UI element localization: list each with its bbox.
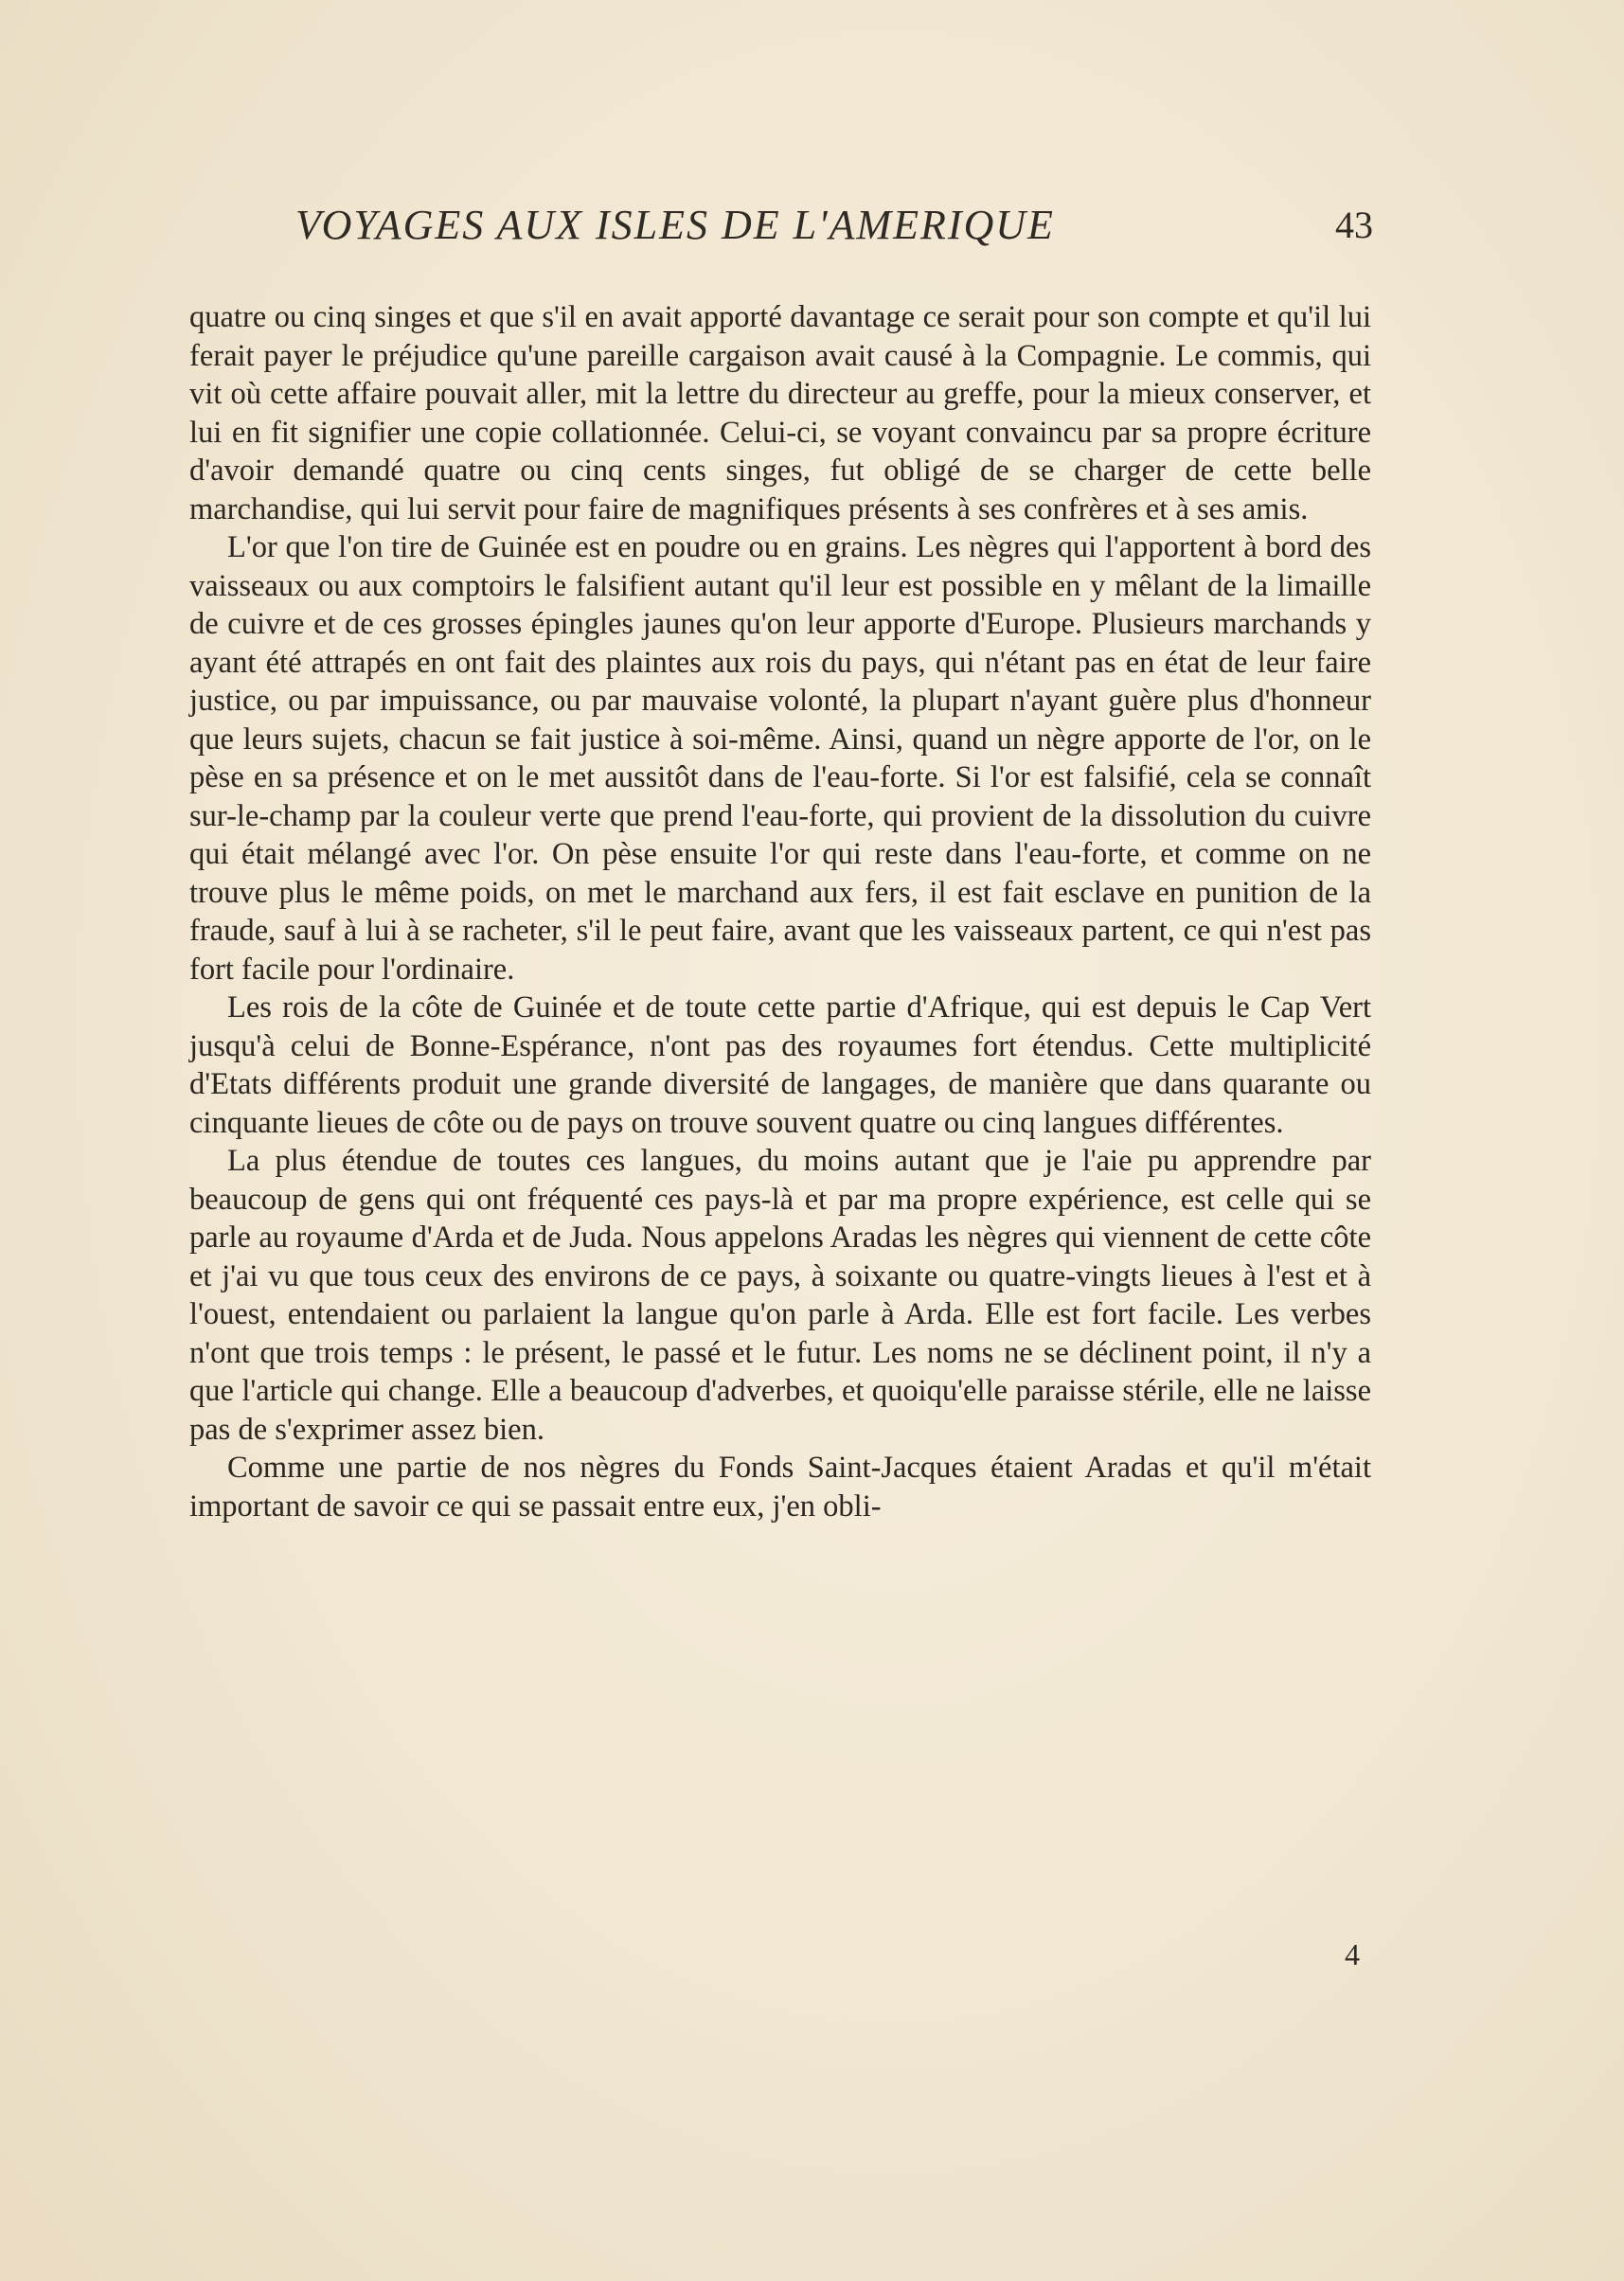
signature-mark: 4 <box>1345 1937 1360 1971</box>
paragraph-4: La plus étendue de toutes ces langues, du moins autant que je l'aie pu apprendre par beaucoup de gens qui ont fréquenté ces pays-là et par ma propre expérience, est celle qui se parle au royaume d'Arda et de Juda. Nous appelons Aradas les nègres qui viennent de cette côte et j'ai vu que tous ceux des environs de ce pays, à soixante ou quatre-vingts lieues à l'est et à l'ouest, entendaient ou parlaient la langue qu'on parle à Arda. Elle est fort facile. Les verbes n'ont que trois temps : le présent, le passé et le futur. Les noms ne se déclinent point, il n'y a que l'article qui change. Elle a beaucoup d'adverbes, et quoiqu'elle paraisse stérile, elle ne laisse pas de s'exprimer assez bien. <box>189 1144 1371 1447</box>
paragraph-1: quatre ou cinq singes et que s'il en avait apporté davantage ce serait pour son compte et qu'il lui ferait payer le préjudice qu'une pareille cargaison avait causé à la Compagnie. Le commis, qui vit où cette affaire pouvait aller, mit la lettre du directeur au greffe, pour la mieux conserver, et lui en fit signifier une copie collationnée. Celui-ci, se voyant convaincu par sa propre écriture d'avoir demandé quatre ou cinq cents singes, fut obligé de se charger de cette belle marchandise, qui lui servit pour faire de magnifiques présents à ses confrères et à ses amis. <box>189 300 1371 526</box>
running-title: VOYAGES AUX ISLES DE L'AMERIQUE <box>295 202 1055 248</box>
paragraph-2: L'or que l'on tire de Guinée est en poudre ou en grains. Les nègres qui l'apportent à bord des vaisseaux ou aux comptoirs le falsifient autant qu'il leur est possible en y mêlant de la limaille de cuivre et de ces grosses épingles jaunes qu'on leur apporte d'Europe. Plusieurs marchands y ayant été attrapés en ont fait des plaintes aux rois du pays, qui n'étant pas en état de leur faire justice, ou par impuissance, ou par mauvaise volonté, la plupart n'ayant guère plus d'honneur que leurs sujets, chacun se fait justice à soi-même. Ainsi, quand un nègre apporte de l'or, on le pèse en sa présence et on le met aussitôt dans de l'eau-forte. Si l'or est falsifié, cela se connaît sur-le-champ par la couleur verte que prend l'eau-forte, qui provient de la dissolution du cuivre qui était mélangé avec l'or. On pèse ensuite l'or qui reste dans l'eau-forte, et comme on ne trouve plus le même poids, on met le marchand aux fers, il est fait esclave en punition de la fraude, sauf à lui à se racheter, s'il le peut faire, avant que les vaisseaux partent, ce qui n'est pas fort facile pour l'ordinaire. <box>189 530 1371 987</box>
page-number: 43 <box>1335 204 1373 246</box>
paragraph-3: Les rois de la côte de Guinée et de toute cette partie d'Afrique, qui est depuis le Cap Vert jusqu'à celui de Bonne-Espérance, n'ont pas des royaumes fort étendus. Cette multiplicité d'Etats différents produit une grande diversité de langages, de manière que dans quarante ou cinquante lieues de côte ou de pays on trouve souvent quatre ou cinq langues différentes. <box>189 990 1371 1140</box>
running-head <box>189 201 1373 267</box>
body-text <box>189 298 1371 1525</box>
paragraph-5: Comme une partie de nos nègres du Fonds Saint-Jacques étaient Aradas et qu'il m'était important de savoir ce qui se passait entre eux, j'en obli- <box>189 1451 1371 1524</box>
